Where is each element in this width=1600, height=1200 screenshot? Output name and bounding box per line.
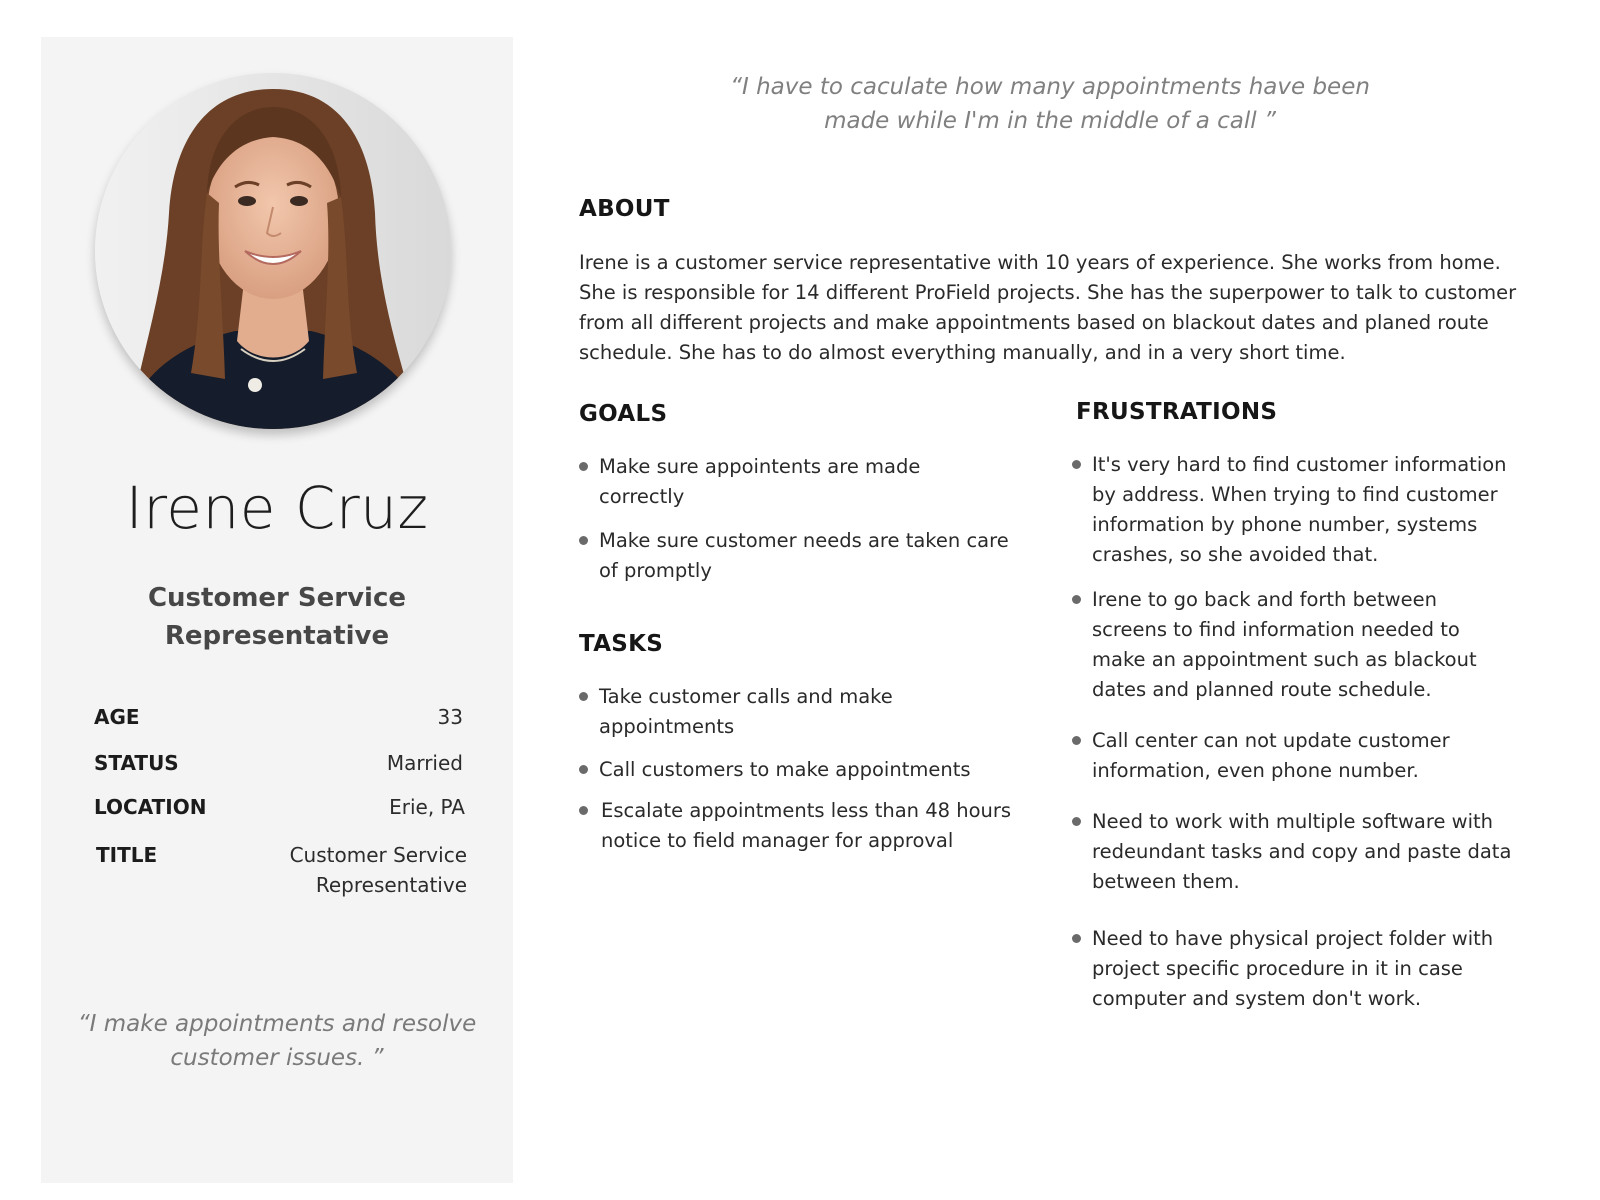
title-value (290, 840, 467, 900)
persona-quote (41, 1007, 513, 1075)
persona-role (41, 579, 513, 655)
frustration-text: Call center can not update customer (1092, 729, 1450, 752)
bullet-icon (579, 536, 588, 545)
bullet-icon (579, 765, 588, 774)
task-text: Call customers to make appointments (599, 758, 971, 781)
status-value: Married (386, 751, 463, 775)
frustration-text: by address. When trying to find customer (1092, 483, 1498, 506)
frustrations-heading: FRUSTRATIONS (1076, 399, 1278, 425)
header-quote (700, 70, 1400, 138)
about-line: schedule. She has to do almost everything manually, and in a very short time. (579, 341, 1346, 364)
persona-quote-line: customer issues. ” (170, 1045, 384, 1071)
goals-heading: GOALS (579, 401, 668, 427)
portrait-image (95, 73, 451, 429)
bullet-icon (579, 462, 588, 471)
header-quote-line: made while I'm in the middle of a call ” (824, 108, 1276, 134)
frustration-text: project specific procedure in it in case (1092, 957, 1463, 980)
header-quote-line: “I have to caculate how many appointments have been (730, 74, 1370, 100)
persona-name: Irene Cruz (125, 474, 429, 542)
goal-text: Make sure customer needs are taken care (599, 529, 1009, 552)
frustration-text: dates and planned route schedule. (1092, 678, 1432, 701)
tasks-heading: TASKS (579, 631, 664, 657)
about-line: She is responsible for 14 different ProField projects. She has the superpower to talk to customer (579, 281, 1517, 304)
title-value-line: Representative (315, 873, 467, 897)
frustration-text: information by phone number, systems (1092, 513, 1478, 536)
profile-photo (95, 73, 451, 429)
frustration-text: information, even phone number. (1092, 759, 1419, 782)
bullet-icon (1072, 934, 1081, 943)
task-text: Escalate appointments less than 48 hours (601, 799, 1012, 822)
task-text: appointments (599, 715, 735, 738)
about-line: Irene is a customer service representative with 10 years of experience. She works from home. (579, 251, 1501, 274)
goal-text: of promptly (599, 559, 712, 582)
frustration-text: Need to have physical project folder with (1092, 927, 1494, 950)
frustration-text: screens to find information needed to (1092, 618, 1460, 641)
goal-text: correctly (599, 485, 685, 508)
frustration-text: Irene to go back and forth between (1092, 588, 1437, 611)
frustration-text: redeundant tasks and copy and paste data (1092, 840, 1512, 863)
title-value-line: Customer Service (289, 843, 467, 867)
age-label: AGE (94, 705, 140, 729)
about-heading: ABOUT (579, 196, 670, 222)
frustration-text: It's very hard to find customer information (1092, 453, 1507, 476)
task-text: notice to field manager for approval (601, 829, 954, 852)
status-label: STATUS (94, 751, 179, 775)
frustration-text: crashes, so she avoided that. (1092, 543, 1379, 566)
persona-role-line: Representative (164, 621, 390, 651)
title-label: TITLE (96, 843, 158, 867)
age-value: 33 (437, 705, 463, 729)
bullet-icon (1072, 595, 1081, 604)
about-text (579, 248, 1559, 368)
goal-text: Make sure appointents are made (599, 455, 921, 478)
about-line: from all different projects and make appointments based on blackout dates and planed route (579, 311, 1489, 334)
bullet-icon (579, 692, 588, 701)
location-value: Erie, PA (389, 795, 465, 819)
frustration-text: Need to work with multiple software with (1092, 810, 1494, 833)
persona-quote-line: “I make appointments and resolve (77, 1011, 477, 1037)
persona-role-line: Customer Service (147, 583, 407, 613)
frustration-text: make an appointment such as blackout (1092, 648, 1477, 671)
profile-sidebar (41, 37, 513, 1183)
bullet-icon (1072, 817, 1081, 826)
frustration-text: computer and system don't work. (1092, 987, 1422, 1010)
bullet-icon (579, 806, 588, 815)
task-text: Take customer calls and make (599, 685, 893, 708)
bullet-icon (1072, 736, 1081, 745)
bullet-icon (1072, 460, 1081, 469)
location-label: LOCATION (94, 795, 207, 819)
frustration-text: between them. (1092, 870, 1240, 893)
